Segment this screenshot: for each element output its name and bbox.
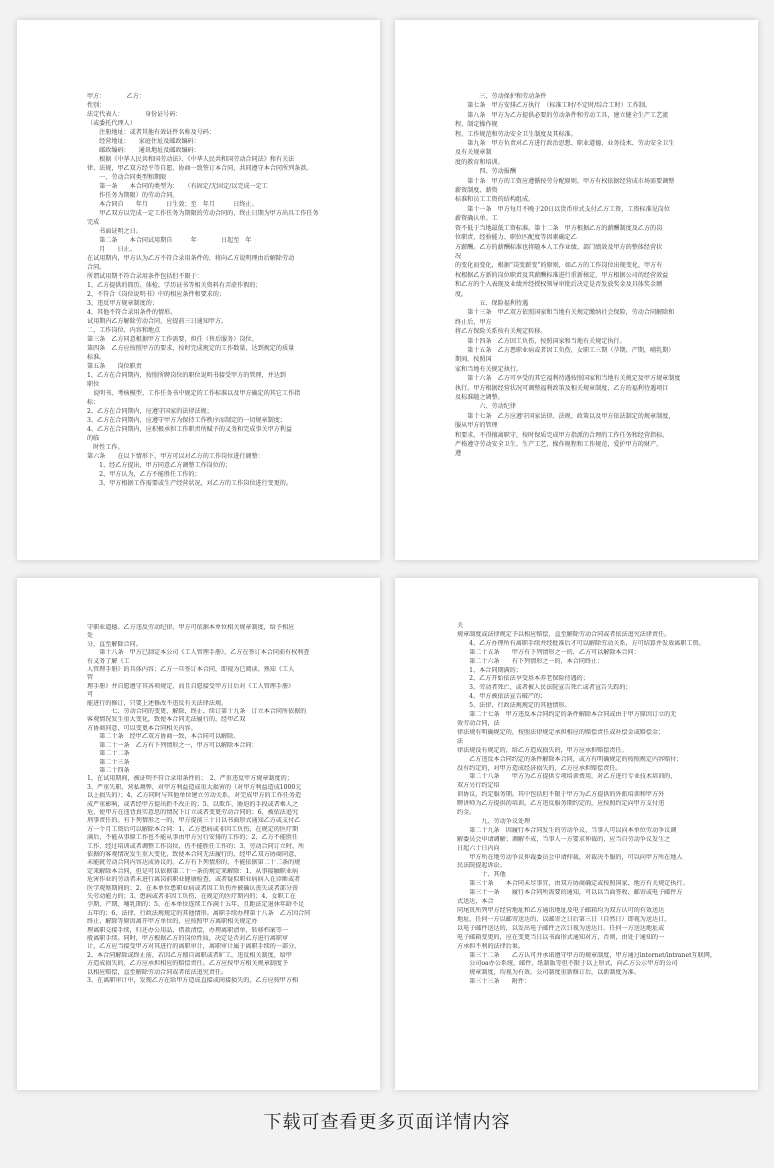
text-line: 标准和员工工资的结构组成。 <box>455 196 535 204</box>
text-line: 本合同自 年月 日生效；至 年月 日终止。 <box>87 201 258 208</box>
text-line: 及标准随之调整。 <box>455 394 504 401</box>
text-line: 第四条 乙方应按照甲方的要求，按时完成规定的工作数量，达到规定的质量 <box>87 345 295 352</box>
text-line: 第八条 甲方为乙方提供必要的劳动条件和劳动工具，建立健全生产工艺流 <box>455 111 669 119</box>
text-line: 在试用期内，甲方认为乙方不符合录用条件的，将向乙方说明理由后解除劳动 <box>87 255 295 262</box>
text-line: 第十七条 乙方应遵守国家法律、法规、政策以及甲方依法制定的规章制度， <box>455 412 675 420</box>
text-line: 法 <box>457 737 464 745</box>
text-line: 工作，经过培训或者调整工作岗位，仍不能胜任工作的；3、劳动合同订立时，所 <box>87 842 305 850</box>
text-line: 第十五条 乙方患职业病或者因工负伤，女职工三期（孕期，产期，哺乳期） <box>455 346 675 354</box>
text-line: 式送达，本合 <box>457 898 494 906</box>
text-line: 计，乙方应当接受甲方对其进行的离职审计，离职审计属于离职手续的一部分。 <box>87 943 301 951</box>
text-line: 民法院提起诉讼。 <box>457 862 506 870</box>
text-line: 关 <box>457 622 464 629</box>
text-line: 方承担不利的法律后果。 <box>457 942 525 950</box>
text-line: 第十一条 甲方每月不晚于20日以货币形式支付乙方工资，工资标准见岗位 <box>455 205 670 213</box>
text-line: 书面证明之日。 <box>87 228 142 235</box>
document-page-3 <box>17 578 380 1090</box>
text-line: 孕期、产期、哺乳期的；5、在本单位连续工作满十五年，且距法定退休年龄不足 <box>87 901 305 909</box>
text-line: 性别： <box>87 102 106 109</box>
text-line: 职位 <box>87 381 100 388</box>
text-line: 2、甲方认为，乙方不能胜任工作的； <box>87 471 201 478</box>
text-line: 管 <box>87 674 94 682</box>
text-line: 第五条 岗位职责 <box>87 363 142 370</box>
text-line: 4、乙方办理所有离职手续并经批准后才可以解除劳动关系，方可结算并发放离职工资。 <box>457 639 705 647</box>
text-line: 第一条 本合同的类型为： （有固定/无固定/以完成一定工 <box>87 183 268 190</box>
text-line: 危害作业的劳动者未进行离岗前职业健康检查，或者疑似职业病病人在诊断或者 <box>87 876 301 884</box>
text-line: 家和当地有关规定执行。 <box>455 365 523 373</box>
text-line: 将乙方保险关系按有关规定转移。 <box>455 328 547 336</box>
text-line: 可 <box>87 691 94 699</box>
text-line: 第二十二条 <box>87 750 130 758</box>
text-line: 3、劳动者死亡，或者被人民法院宣告死亡或者宣告失踪的； <box>457 684 632 692</box>
text-line: 经营地址： 家庭住址及邮政编码： <box>87 138 200 145</box>
text-line: 第二十六条 有下列情形之一的，本合同终止： <box>457 657 604 665</box>
text-line: 遵 <box>455 450 462 458</box>
text-line: 方一个月工资后可以解除本合同：1、乙方患病或非因工负伤，在规定的医疗期 <box>87 825 299 833</box>
text-line: 刑事责任的。有下列情形之一的，甲方提前三十日以书面形式通知乙方或支付乙 <box>87 817 301 825</box>
text-line: 第二十三条 <box>87 758 130 766</box>
text-line: 标准。 <box>87 354 106 361</box>
text-line: 终止、解除等原因离开甲方单位的，应按照甲方离职相关规定办 <box>87 918 258 926</box>
text-line: 依据的客观情况发生重大变化，致使本合同无法履行的，经甲乙双方协商同意， <box>87 850 301 858</box>
text-line: 甲乙双方以完成一定工作任务为期限的劳动合同的，终止日期为甲方出具工作任务 <box>87 210 319 217</box>
text-line: 医学观察期间的；2、在本单位患职业病或者因工负伤并被确认丧失或者部分丧 <box>87 884 299 892</box>
text-line: 失劳动能力的；3、患病或者非因工负伤，在规定的医疗期内的；4、女职工在 <box>87 893 296 900</box>
text-line: 乙方违反本合同约定的条件解除本合同，或方有明确规定的按照规定内容赔付； <box>457 755 683 763</box>
text-line: 1、乙方提供的简历、体检、学历证书等相关资料有弄虚作假的； <box>87 282 262 289</box>
text-line: 第二十八条 甲方为乙方提供专项培训费用，对乙方进行专业技术培训的， <box>457 773 677 781</box>
text-line: 服从甲方的管理 <box>455 422 498 430</box>
text-line: 理离职交接手续，归还办公用品、借款清偿，办理离职清单，转移档案等一 <box>87 926 289 934</box>
text-line: 第六条 在以下情形下，甲方可以对乙方的工作岗位进行调整： <box>87 453 264 460</box>
text-line: 第十八条 甲方已制定本公司《工人管理手册》，乙方在签订本合同前有权利查 <box>87 649 310 657</box>
text-line: 以相应赔偿，直至解除劳动合同或者依法追究责任。 <box>87 968 228 976</box>
document-page-4 <box>395 578 758 1090</box>
text-line: 标； <box>87 399 100 406</box>
text-line: 方薪酬。乙方的薪酬标准也将随本人工作业绩、部门绩效及甲方的整体经营状 <box>455 243 663 251</box>
text-line: 4、乙方在合同期内，应积极承担工作职责所赋予的义务和完成事关甲方利益 <box>87 426 292 433</box>
text-line: 方造成损失的，乙方应承担相应的赔偿责任。乙方应按甲方相关规章制度予 <box>87 960 289 968</box>
text-line: 执行。甲方根据经营状况可调整福利政策及相关规章制度，乙方的福利待遇项目 <box>455 384 669 392</box>
text-line: 电子邮箱变更的，应在变更当日以书面形式通知对方，否则，由处于通知的一 <box>457 933 665 941</box>
text-line: 同尾页所列甲方经营地址和乙方通讯地址及电子邮箱均为双方认可的有效送达 <box>457 907 665 914</box>
text-line: 危，使甲方在违背真实意思的情况下订立或者变更劳动合同的；6、被依法追究 <box>87 808 299 816</box>
text-line: 以电子邮件送达的，以发出电子邮件之次日视为送达日。任何一方送达地址或 <box>457 924 665 932</box>
text-line: 般离职手续。同时，甲方根据乙方的岗位性质，决定是否对乙方进行离职审 <box>87 935 289 943</box>
text-line: 第三十条 本合同未尽事宜，由双方协商确定或按照国家、地方有关规定执行。 <box>457 880 689 888</box>
text-line: 日起六十日内向 <box>457 844 500 852</box>
text-line: 分，直至解除合同。 <box>87 640 142 648</box>
text-line: 法定代表人： 身份证号码： <box>87 111 182 118</box>
text-line: 有义务了解《工 <box>87 657 130 665</box>
text-line: 处 <box>87 632 94 640</box>
text-line: 所谓试用期不符合录用条件包括但不限于： <box>87 273 203 280</box>
text-line: 1、在试用期间，被证明不符合录用条件的； 2、严重违反甲方规章制度的； <box>87 775 293 783</box>
text-line: 第二十条 经甲乙双方协商一致，本合同可以解除。 <box>87 733 240 741</box>
text-line: 一、劳动合同类型和期限 <box>87 174 167 181</box>
text-line: 律、法规，甲乙双方经平等自愿、协商一致签订本合同，共同遵守本合同所列条款。 <box>87 165 313 172</box>
text-line: 律法规没有规定的，给乙方造成损失的，甲方应承担赔偿责任。 <box>457 746 628 754</box>
text-line: 邮政编码： 通讯地址及邮政编码： <box>87 147 200 154</box>
text-line: 约金。 <box>457 809 476 817</box>
text-line: 第三条 乙方同意根据甲方工作需要，担任（售后服务）岗位。 <box>87 336 258 343</box>
text-line: 3、严重失职、营私舞弊，对甲方利益造成重大损害的（对甲方利益造成1000元 <box>87 783 302 791</box>
text-line: 满后，不能从事原工作也不能从事由甲方另行安排的工作的；2、乙方不能胜任 <box>87 834 299 842</box>
text-line: 5、法律、行政法规规定的其他情形。 <box>457 702 571 710</box>
text-line: 第二十一条 乙方有下列情形之一，甲方可以解除本合同： <box>87 741 258 749</box>
text-line: 定来解除本合同，但是可以依据第二十一条的规定来解除：1、从事接触职业病 <box>87 867 299 875</box>
text-line: 试用期内乙方解除劳动合同，应提前三日通知甲方。 <box>87 318 228 325</box>
text-line: 七、劳动合同的变更、解除、终止、续订第十九条 订立本合同所依据的 <box>87 708 307 716</box>
text-line: 2、本合同解除或终止前，若因乙方擅自离职或者旷工，违反相关制度，给甲 <box>87 951 292 959</box>
text-line: 第二十五条 甲方有下列情形之一的，乙方可以解除本合同： <box>457 648 640 656</box>
text-line: 3、违反甲方规章制度的； <box>87 300 158 307</box>
text-line: 4、甲方被依法宣告破产的； <box>457 693 547 701</box>
text-line: 作任务为期限）的劳动合同。 <box>87 192 179 199</box>
text-line: 3、甲方根据工作需要或生产经营状况，对乙方的工作岗位进行变更的。 <box>87 480 292 487</box>
text-line: 第二十七条 甲方违反本合同约定的条件解除本合同或由于甲方原因订立的无 <box>457 711 677 719</box>
text-line: （或委托代理人） <box>87 120 136 127</box>
text-line: 守职业道德。乙方违反劳动纪律，甲方可依据本单位相关规章制度，给予相应 <box>87 624 295 631</box>
text-line: 甲方所在地劳动争议仲裁委员会申请仲裁，对裁决不服的，可以向甲方所在地人 <box>457 853 683 861</box>
text-line: 律法规有明确规定的，按照法律规定承担相应的赔偿责任或补偿金或赔偿金； <box>457 728 665 736</box>
text-line: 度的教育和培训。 <box>455 158 504 166</box>
text-line: 说明书、考核模型、工作任务书中规定的工作标准以及甲方确定的其它工作指 <box>87 390 301 397</box>
download-prompt-text[interactable]: 下载可查看更多页面详情内容 <box>263 1112 511 1133</box>
text-line: 三、劳动保护和劳动条件 <box>455 93 547 100</box>
text-line: 能进行的修订，只要上述修改不违反有关法律法规。 <box>87 699 228 707</box>
text-line: 月 日止。 <box>87 246 136 253</box>
text-line: 资不低于当地最低工资标准。第十二条 甲方根据乙方的薪酬制度及乙方的岗 <box>455 224 663 232</box>
text-line: 位职责、经验能力、职位匹配度等因素确定乙 <box>455 234 577 242</box>
text-line: 度。 <box>455 290 468 298</box>
text-line: 况 <box>455 252 462 260</box>
text-line: 权根据乙方新的岗位职责及其薪酬标准进行重新核定，甲方根据公司的经营效益 <box>455 271 669 279</box>
text-line: 十、其他 <box>457 871 506 879</box>
text-line: 3、在离职审计中，发现乙方在给甲方造成直接或间接损失的，乙方应按甲方相 <box>87 977 299 985</box>
text-line: 未能就劳动合同内容达成协议的。乙方有下列情形的，不能依据第二十二条的规 <box>87 859 301 867</box>
text-line: 的变化而变化，根据“岗变薪变”的原则，如乙方的工作岗位出现变化，甲方有 <box>455 262 663 270</box>
text-line: 人管理手册》的具体内容；乙方一旦签订本合同，即视为已阅读、熟知《工人 <box>87 666 295 674</box>
text-line: 第三十一条 履行本合同所需要的通知，可以以当面签收、邮寄或电子邮件方 <box>457 889 683 897</box>
text-line: 成严重影响，或者经甲方提出拒不改正的；5、以欺诈、胁迫的手段或者乘人之 <box>87 800 299 808</box>
text-line: 第三十三条 附件： <box>457 978 531 986</box>
document-page-2 <box>395 20 758 560</box>
text-line: 规章制度，均视为有效。公司制度重新修订后，以新制度为准。 <box>457 969 640 977</box>
text-line: 第九条 甲方负责对乙方进行政治思想、职业道德、业务技术、劳动安全卫生 <box>455 140 675 148</box>
text-line: 4、其他不符合录用条件的情形。 <box>87 309 177 316</box>
text-line: 时性工作。 <box>87 444 124 451</box>
text-line: 训协议，约定服务期。其中包括但不限于甲方为乙方提供的外派培训和甲方外 <box>457 791 665 799</box>
text-line: 2、乙方开始依法享受基本养老保险待遇的； <box>457 675 589 683</box>
text-line: 公司oa办公系统、邮件、纸制版等但不限于以上形式，向乙方公示甲方的公司 <box>457 960 678 968</box>
text-line: 1、经乙方提出，甲方同意乙方调整工作岗位的； <box>87 462 232 469</box>
text-line: 客观情况发生重大变化，致使本合同无法履行的，经甲乙双 <box>87 716 246 724</box>
text-line: 第二十四条 <box>87 766 130 774</box>
text-line: 第三十二条 乙方认可并承诺遵守甲方的规章制度，甲方通过internet/intranet互联网， <box>457 951 716 959</box>
text-line: 第十条 甲方的工资应遵循按劳分配原则，甲方有权依据经营成市场需要调整 <box>455 177 675 185</box>
text-line: 严格遵守劳动安全卫生、生产工艺、操作规程和工作规范，爱护甲方的财产， <box>455 441 663 449</box>
text-line: 和要求，不得擅离职守，按时保质完成甲方指派的合理的工作任务和经营指标。 <box>455 431 669 439</box>
text-line: 第二十九条 因履行本合同发生的劳动争议，当事人可以向本单位劳动争议调 <box>457 826 677 834</box>
text-line: 四、劳动报酬 <box>455 168 516 176</box>
text-line: 终止后，甲方 <box>455 318 492 326</box>
text-line: 1、本合同期满的； <box>457 666 522 674</box>
text-line: 第二条 本合同试用期自 年 日起至 年 <box>87 237 252 244</box>
text-line: 六、劳动纪律 <box>455 403 516 411</box>
text-line: 2、不符合《岗位说明书》中的相应条件和要求的； <box>87 291 225 298</box>
text-line: 合同。 <box>87 264 106 271</box>
text-line: 的临 <box>87 435 100 442</box>
text-line: 和乙方的个人表现及业绩并经授权领导审批后决定是否发放奖金及具体奖金额 <box>455 281 663 289</box>
text-line: 以上损失的）；4、乙方同时与其他单位建立劳动关系，对完成甲方的工作任务造 <box>87 792 302 800</box>
text-line: 注册地址：或者其他有效证件名称及号码： <box>87 129 215 136</box>
text-line: 没有约定的，对甲方造成经济损失的，乙方应承担赔偿责任。 <box>457 764 622 772</box>
text-line: 解委员会申请调解；调解不成，当事人一方要求仲裁的，应当自劳动争议发生之 <box>457 835 671 843</box>
text-line: 第十四条 乙方因工负伤，按照国家和当地有关规定执行。 <box>455 337 626 345</box>
text-line: 根据《中华人民共和国劳动法》、《中华人民共和国劳动合同法》和有关法 <box>87 156 295 163</box>
text-line: 双方另行约定培 <box>457 782 500 790</box>
text-line: 程，制定操作规 <box>455 121 498 129</box>
text-line: 地址，任何一方以邮寄送达的，以邮寄之日后第三日（自然日）即视为送达日， <box>457 915 671 923</box>
text-line: 第十三条 甲乙双方依照国家和当地有关规定缴纳社会保险，劳动合同解除和 <box>455 309 675 317</box>
text-line: 九、劳动争议处理 <box>457 817 531 825</box>
text-line: 完成 <box>87 219 100 226</box>
text-line: 甲方： 乙方： <box>87 93 145 100</box>
text-line: 理手册》并自愿遵守其各项规定，而且自愿接受甲方日后对《工人管理手册》 <box>87 682 295 690</box>
text-line: 薪资确认单。工 <box>455 215 498 223</box>
text-line: 效劳动合同，法 <box>457 719 500 727</box>
text-line: 规章制度或法律规定予以相应赔偿，直至解除劳动合同或者依法追究法律责任。 <box>457 630 671 638</box>
text-line: 薪资制度、薪资 <box>455 187 498 195</box>
text-line: 2、乙方在合同期内，应遵守国家的法律法规； <box>87 408 213 415</box>
text-line: 3、乙方在合同期内，应遵守甲方为保持工作秩序而制定的一切规章制度； <box>87 417 286 424</box>
text-line: 第七条 甲方安排乙方执行 （标准工时/不定时/综合工时）工作制。 <box>455 102 652 110</box>
text-line: 期间，按照国 <box>455 356 492 364</box>
text-line: 第十六条 乙方可享受的其它福利待遇按照国家和当地有关规定及甲方规章制度 <box>455 375 681 383</box>
document-page-1 <box>17 20 380 560</box>
text-line: 二、工作岗位、内容和地点 <box>87 327 161 334</box>
text-line: 1、乙方在合同期内，按照所聘岗位的职位说明书接受甲方的管理，并达到 <box>87 372 286 379</box>
text-line: 聘讲师为乙方提供的培训。乙方违反服务期约定的，应按照约定向甲方支付违 <box>457 800 665 808</box>
text-line: 五年的；6、法律、行政法规规定的其他情形。离职手续办理第十八条 乙方因合同 <box>87 909 311 917</box>
text-line: 程、工作规范和劳动安全卫生制度及其标准。 <box>455 130 577 138</box>
text-line: 及有关规章制 <box>455 149 492 157</box>
text-line: 五、保险福利待遇 <box>455 299 529 307</box>
text-line: 方协商同意，可以变更本合同相关内容。 <box>87 724 197 732</box>
